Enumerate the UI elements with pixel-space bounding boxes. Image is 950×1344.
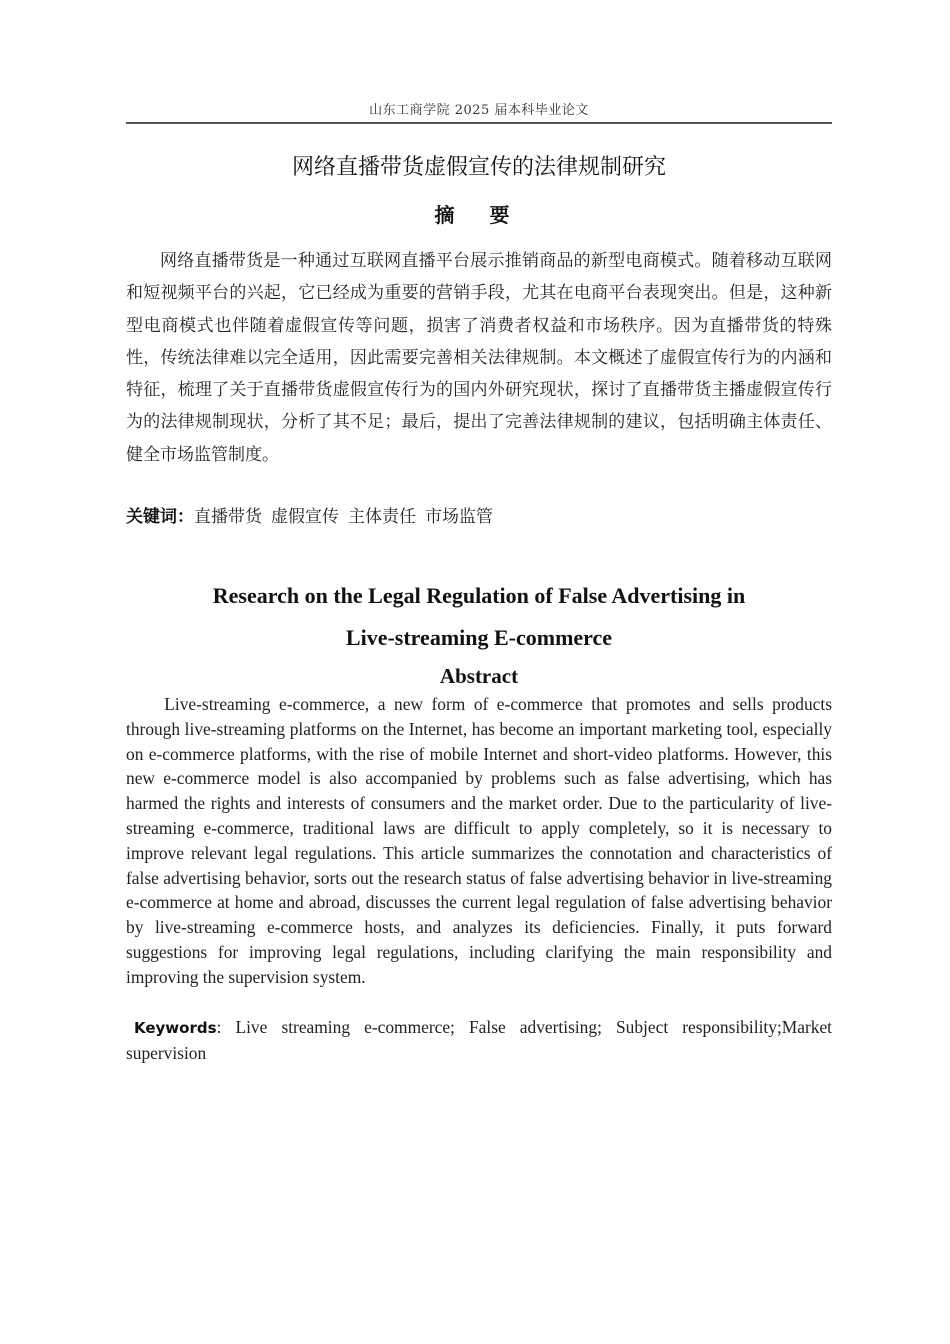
english-keywords-label: Keywords [134,1019,217,1037]
chinese-abstract-heading: 摘 要 [434,203,524,227]
chinese-keywords [126,502,832,527]
english-keywords-text: : Live streaming e-commerce; False advertising; Subject responsibility;Market supervision [126,1017,832,1063]
english-abstract-heading: Abstract [439,664,519,688]
keyword: 市场监管 [425,507,493,527]
english-keywords [126,1015,832,1066]
running-header: 山东工商学院 2025 届本科毕业论文 [369,103,589,118]
english-title-line-2: Live-streaming E-commerce [345,625,613,650]
keyword: 直播带货 [194,507,262,527]
keyword: 虚假宣传 [271,507,339,527]
chinese-title: 网络直播带货虚假宣传的法律规制研究 [291,155,666,180]
chinese-keywords-label: 关键词： [126,507,194,527]
chinese-abstract-body: 网络直播带货是一种通过互联网直播平台展示推销商品的新型电商模式。随着移动互联网和短视频平台的兴起，它已经成为重要的营销手段，尤其在电商平台表现突出。但是，这种新型电商模式也伴随着虚假宣传等问题，损害了消费者权益和市场秩序。因为直播带货的特殊性，传统法律难以完全适用，因此需要完善相关法律规制。本文概述了虚假宣传行为的内涵和特征，梳理了关于直播带货虚假宣传行为的国内外研究现状，探讨了直播带货主播虚假宣传行为的法律规制现状，分析了其不足；最后，提出了完善法律规制的建议，包括明确主体责任、健全市场监管制度。 [126,251,832,465]
english-title-line-1: Research on the Legal Regulation of False Advertising in [212,583,746,608]
english-title [126,575,832,659]
english-abstract-body: Live-streaming e-commerce, a new form of e-commerce that promotes and sells products through live-streaming platforms on the Internet, has become an important marketing tool, especially on e-commerce platforms, with the rise of mobile Internet and short-video platforms. However, this new e-commerce model is also accompanied by problems such as false advertising, which has harmed the rights and interests of consumers and the market order. Due to the particularity of live-streaming e-commerce, traditional laws are difficult to apply completely, so it is necessary to improve relevant legal regulations. This article summarizes the connotation and characteristics of false advertising behavior, sorts out the research status of false advertising behavior in live-streaming e-commerce at home and abroad, discusses the current legal regulation of false advertising behavior by live-streaming e-commerce hosts, and analyzes its deficiencies. Finally, it puts forward suggestions for improving legal regulations, including clarifying the main responsibility and improving the supervision system. [126,694,832,987]
keyword: 主体责任 [348,507,416,527]
header-rule [126,122,832,124]
